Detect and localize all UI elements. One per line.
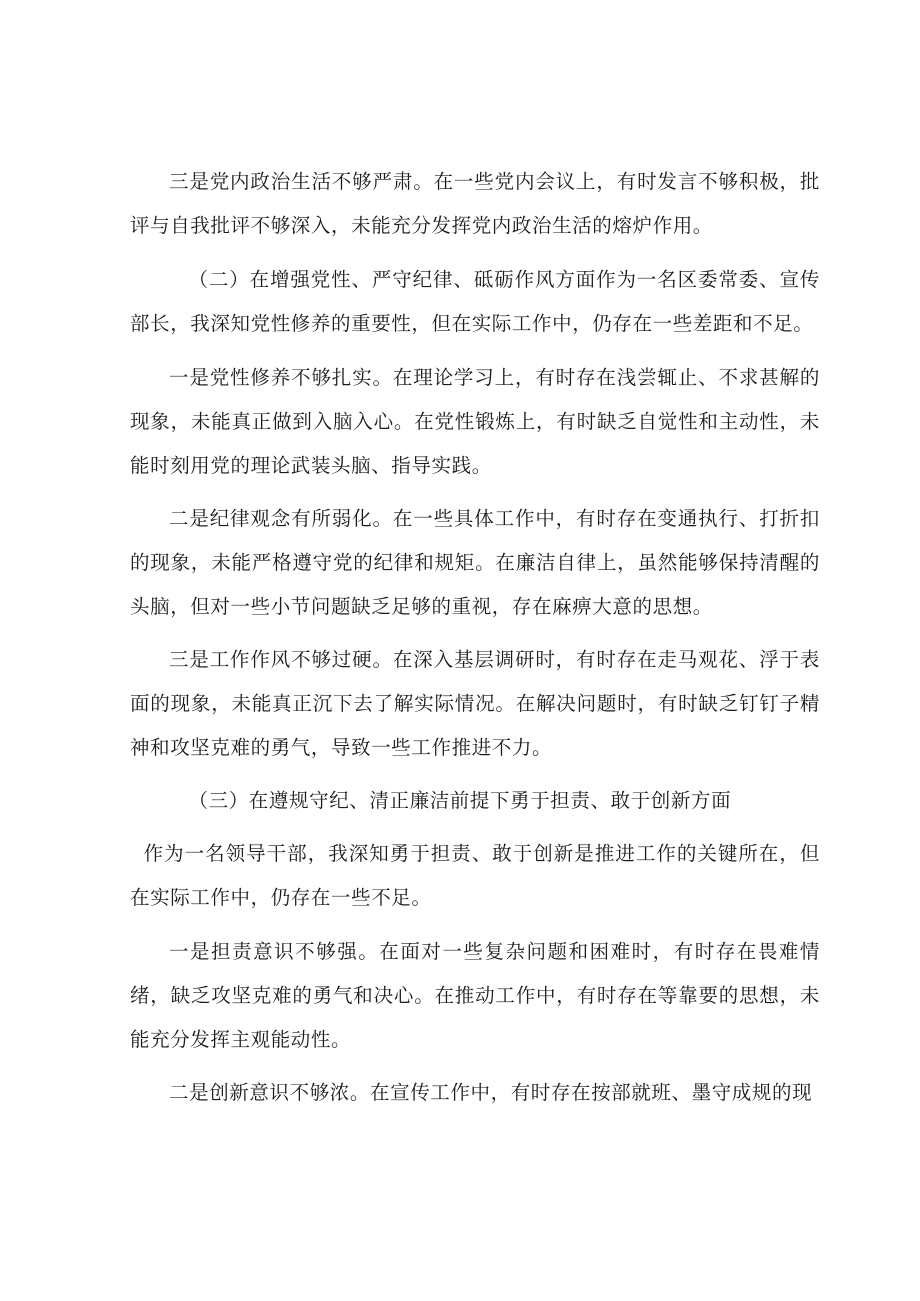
- paragraph-discipline: 二是纪律观念有所弱化。在一些具体工作中，有时存在变通执行、打折扣的现象，未能严格遵守党的纪律和规矩。在廉洁自律上，虽然能够保持清醒的头脑，但对一些小节问题缺乏足够的重视，存在麻痹大意的思想。: [130, 507, 820, 618]
- section-heading-three: （三）在遵规守纪、清正廉洁前提下勇于担责、敢于创新方面: [188, 789, 732, 812]
- paragraph-work-style: 三是工作作风不够过硬。在深入基层调研时，有时存在走马观花、浮于表面的现象，未能真正沉下去了解实际情况。在解决问题时，有时缺乏钉钉子精神和攻坚克难的勇气，导致一些工作推进不力。: [130, 648, 820, 759]
- paragraph-responsibility: 一是担责意识不够强。在面对一些复杂问题和困难时，有时存在畏难情绪，缺乏攻坚克难的勇气和决心。在推动工作中，有时存在等靠要的思想，未能充分发挥主观能动性。: [130, 940, 820, 1051]
- section-heading-two: （二）在增强党性、严守纪律、砥砺作风方面作为一名区委常委、宣传部长，我深知党性修养的重要性，但在实际工作中，仍存在一些差距和不足。: [130, 268, 820, 335]
- paragraph-party-life-not-serious: 三是党内政治生活不够严肃。在一些党内会议上，有时发言不够积极，批评与自我批评不够深入，未能充分发挥党内政治生活的熔炉作用。: [130, 170, 820, 237]
- paragraph-leader-intro: 作为一名领导干部，我深知勇于担责、敢于创新是推进工作的关键所在，但在实际工作中，仍存在一些不足。: [130, 842, 820, 909]
- paragraph-party-spirit: 一是党性修养不够扎实。在理论学习上，有时存在浅尝辄止、不求甚解的现象，未能真正做到入脑入心。在党性锻炼上，有时缺乏自觉性和主动性，未能时刻用党的理论武装头脑、指导实践。: [130, 366, 820, 477]
- paragraph-innovation: 二是创新意识不够浓。在宣传工作中，有时存在按部就班、墨守成规的现: [169, 1081, 813, 1104]
